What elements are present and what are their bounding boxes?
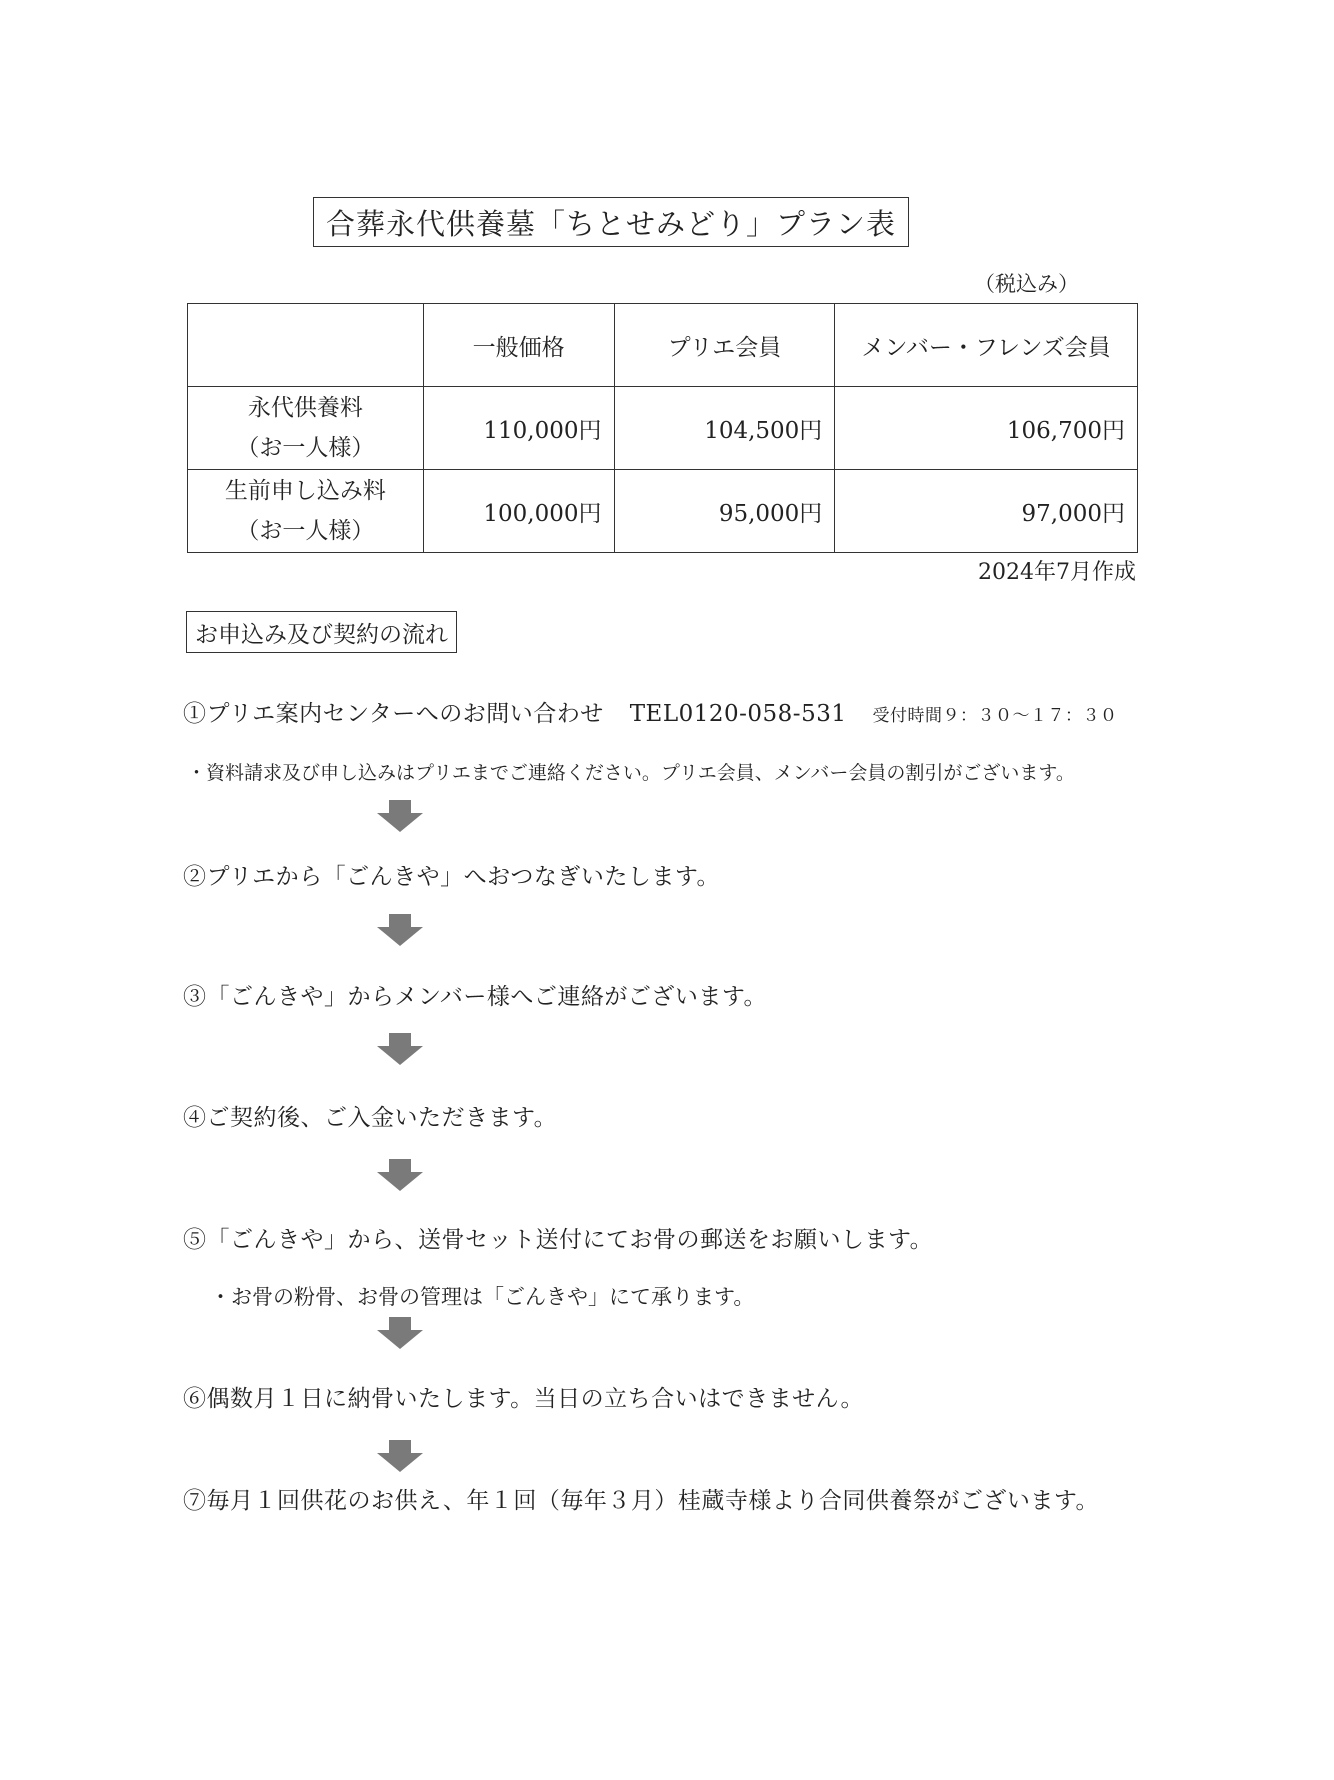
cell-price: 95,000円 — [614, 470, 835, 553]
header-general-price: 一般価格 — [423, 304, 614, 387]
step-4: ④ご契約後、ご入金いただきます。 — [183, 1105, 558, 1131]
row-label — [188, 470, 424, 553]
row-label-line2: （お一人様） — [236, 518, 375, 544]
page-title: 合葬永代供養墓「ちとせみどり」プラン表 — [313, 197, 909, 247]
step-2: ②プリエから「ごんきや」へおつなぎいたします。 — [183, 864, 721, 890]
table-row — [188, 470, 1138, 553]
step-1-note: ・資料請求及び申し込みはプリエまでご連絡ください。プリエ会員、メンバー会員の割引がございます。 — [187, 762, 1075, 784]
down-arrow-icon — [377, 800, 423, 832]
header-prie-member: プリエ会員 — [614, 304, 835, 387]
down-arrow-icon — [377, 1440, 423, 1472]
down-arrow-icon — [377, 1317, 423, 1349]
row-label-line2: （お一人様） — [236, 435, 375, 461]
reception-hours: 受付時間９：３０～１７：３０ — [872, 706, 1118, 726]
step-6: ⑥偶数月１日に納骨いたします。当日の立ち合いはできません。 — [183, 1386, 865, 1412]
phone-number: TEL0120-058-531 — [629, 701, 847, 727]
step-1-text: ①プリエ案内センターへのお問い合わせ — [183, 701, 604, 727]
cell-price: 106,700円 — [835, 387, 1138, 470]
flow-title: お申込み及び契約の流れ — [186, 611, 457, 653]
step-3: ③「ごんきや」からメンバー様へご連絡がございます。 — [183, 984, 768, 1010]
row-label-line1: 生前申し込み料 — [224, 478, 386, 504]
cell-price: 100,000円 — [423, 470, 614, 553]
cell-price: 97,000円 — [835, 470, 1138, 553]
cell-price: 104,500円 — [614, 387, 835, 470]
tax-note: （税込み） — [974, 272, 1079, 296]
table-row — [188, 387, 1138, 470]
down-arrow-icon — [377, 1159, 423, 1191]
header-empty — [188, 304, 424, 387]
table-header-row — [188, 304, 1138, 387]
down-arrow-icon — [377, 914, 423, 946]
header-member-friends: メンバー・フレンズ会員 — [835, 304, 1138, 387]
step-1 — [183, 695, 1117, 728]
row-label — [188, 387, 424, 470]
step-7: ⑦毎月１回供花のお供え、年１回（毎年３月）桂蔵寺様より合同供養祭がございます。 — [183, 1488, 1100, 1514]
row-label-line1: 永代供養料 — [247, 395, 363, 421]
date-note: 2024年7月作成 — [978, 560, 1136, 585]
cell-price: 110,000円 — [423, 387, 614, 470]
step-5-note: ・お骨の粉骨、お骨の管理は「ごんきや」にて承ります。 — [210, 1285, 755, 1309]
down-arrow-icon — [377, 1033, 423, 1065]
step-5: ⑤「ごんきや」から、送骨セット送付にてお骨の郵送をお願いします。 — [183, 1227, 934, 1253]
price-table — [187, 303, 1138, 553]
